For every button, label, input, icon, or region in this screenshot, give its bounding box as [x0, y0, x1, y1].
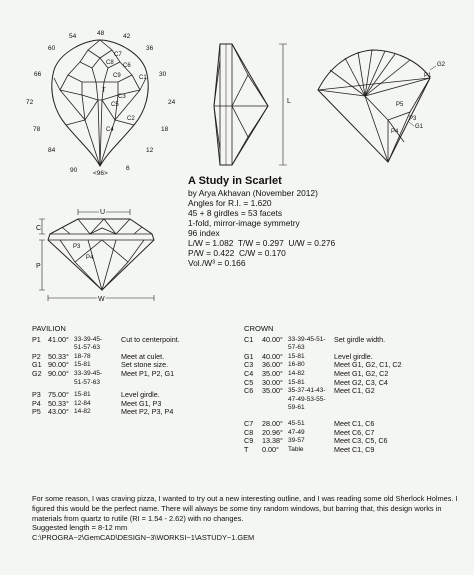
- facet-angle: 28.00°: [262, 418, 283, 428]
- spec-line: 45 + 8 girdles = 53 facets: [188, 208, 283, 218]
- facet-name: C8: [244, 427, 254, 437]
- facet-index: 15-81: [288, 352, 305, 360]
- facet-label: G1: [415, 124, 424, 130]
- facet-angle: 75.00°: [48, 390, 69, 400]
- crown-table: [244, 325, 454, 454]
- facet-angle: 0.00°: [262, 444, 279, 454]
- facet-index: 14-82: [74, 408, 91, 416]
- facet-label: C5: [111, 102, 119, 108]
- table-row: [244, 446, 454, 455]
- facet-index: Table: [288, 445, 304, 453]
- facet-instruction: Set stone size.: [121, 360, 169, 370]
- facet-label: C1: [139, 75, 147, 81]
- facet-instruction: Meet C1, C9: [334, 444, 375, 454]
- facet-label: P4: [86, 255, 94, 261]
- index-label: 72: [26, 99, 34, 106]
- file-path: C:\PROGRA~2\GemCAD\DESIGN~3\WORKSI~1\ASTUDY~1.GEM: [32, 533, 255, 543]
- suggested-length: Suggested length = 8-12 mm: [32, 523, 128, 533]
- facet-instruction: Meet P1, P2, G1: [121, 368, 175, 378]
- facet-instruction: Level girdle.: [121, 390, 160, 400]
- facet-label: C6: [123, 63, 131, 69]
- facet-label: G2: [437, 62, 446, 68]
- index-label: 30: [159, 71, 167, 78]
- facet-label: C3: [118, 94, 126, 100]
- facet-name: P1: [32, 334, 41, 344]
- facet-index: 15-81: [74, 361, 91, 369]
- spec-line: Vol./W³ = 0.166: [188, 258, 246, 268]
- facet-instruction: Level girdle.: [334, 351, 373, 361]
- index-label: 48: [97, 30, 105, 37]
- facet-label: P1: [424, 73, 432, 79]
- facet-angle: 30.00°: [262, 377, 283, 387]
- facet-name: P3: [32, 390, 41, 400]
- table-row: [244, 336, 454, 353]
- facet-index: 45-51: [288, 419, 305, 427]
- facet-name: C1: [244, 334, 254, 344]
- index-label: 12: [146, 147, 154, 154]
- facet-label: P3: [409, 116, 417, 122]
- table-row: [32, 336, 232, 353]
- facet-instruction: Meet C3, C5, C6: [334, 436, 388, 446]
- facet-name: T: [244, 444, 249, 454]
- facet-label: C4: [106, 127, 114, 133]
- facet-label: P3: [73, 244, 81, 250]
- facet-instruction: Meet G2, C3, C4: [334, 377, 388, 387]
- facet-index: 14-82: [288, 369, 305, 377]
- index-label: 42: [123, 33, 131, 40]
- facet-name: C5: [244, 377, 254, 387]
- index-label: 78: [33, 126, 41, 133]
- facet-label: C2: [127, 116, 135, 122]
- facet-name: G2: [32, 368, 42, 378]
- spec-line: P/W = 0.422 C/W = 0.170: [188, 248, 286, 258]
- table-row: [32, 370, 232, 387]
- facet-index: 33-39-45-51-57-63: [288, 335, 326, 352]
- index-caption: <96>: [93, 170, 108, 177]
- facet-angle: 41.00°: [48, 334, 69, 344]
- facet-index: 16-80: [288, 361, 305, 369]
- dimension-label: W: [98, 296, 105, 303]
- facet-label: T: [102, 88, 106, 94]
- facet-angle: 40.00°: [262, 351, 283, 361]
- facet-instruction: Meet C6, C7: [334, 427, 375, 437]
- spec-line: L/W = 1.082 T/W = 0.297 U/W = 0.276: [188, 238, 336, 248]
- facet-angle: 35.00°: [262, 386, 283, 396]
- facet-angle: 43.00°: [48, 407, 69, 417]
- facet-name: P4: [32, 398, 41, 408]
- index-label: 66: [34, 71, 42, 78]
- facet-instruction: Meet at culet.: [121, 351, 165, 361]
- pavilion-table: [32, 325, 232, 417]
- facet-angle: 90.00°: [48, 360, 69, 370]
- facet-angle: 35.00°: [262, 368, 283, 378]
- table-row: [244, 387, 454, 413]
- spec-line: 1-fold, mirror-image symmetry: [188, 218, 300, 228]
- facet-name: C9: [244, 436, 254, 446]
- spec-line: Angles for R.I. = 1.620: [188, 198, 272, 208]
- facet-index: 35-37-41-43-47-49-53-55-59-61: [288, 387, 326, 412]
- facet-index: 33-39-45-51-57-63: [74, 369, 103, 386]
- facet-index: 33-39-45-51-57-63: [74, 335, 103, 352]
- index-label: 60: [48, 45, 56, 52]
- facet-name: P2: [32, 351, 41, 361]
- facet-name: G1: [32, 360, 42, 370]
- facet-instruction: Meet C1, C6: [334, 418, 375, 428]
- index-label: 90: [70, 167, 78, 174]
- facet-index: 47-49: [288, 428, 305, 436]
- facet-label: P4: [391, 129, 399, 135]
- table-row: [32, 408, 232, 417]
- facet-name: G1: [244, 351, 254, 361]
- spec-line: 96 index: [188, 228, 220, 238]
- facet-index: 12-84: [74, 399, 91, 407]
- notes-paragraph: For some reason, I was craving pizza, I wanted to try out a new interesting outline, and I was reading some old Sherlock Holmes. I figured this would be the perfect name. There will always be some tiny random windows, but barring that, this design works in materials from quartz to rutile (RI = 1.54 - 2.62) with no changes.: [32, 494, 458, 523]
- index-label: 54: [69, 33, 77, 40]
- facet-angle: 50.33°: [48, 398, 69, 408]
- facet-index: 18-78: [74, 352, 91, 360]
- pavilion-heading: PAVILION: [32, 324, 66, 333]
- facet-index: 15-81: [288, 378, 305, 386]
- facet-name: C4: [244, 368, 254, 378]
- facet-index: 39-57: [288, 437, 305, 445]
- dimension-label: L: [287, 98, 291, 105]
- facet-angle: 40.00°: [262, 334, 283, 344]
- index-label: 18: [161, 126, 169, 133]
- facet-label: P5: [396, 102, 404, 108]
- crown-heading: CROWN: [244, 324, 274, 333]
- facet-angle: 90.00°: [48, 368, 69, 378]
- facet-name: C3: [244, 360, 254, 370]
- facet-instruction: Set girdle width.: [334, 334, 386, 344]
- design-title: A Study in Scarlet: [188, 175, 282, 187]
- index-label: 24: [168, 99, 176, 106]
- facet-instruction: Cut to centerpoint.: [121, 334, 180, 344]
- facet-index: 15-81: [74, 391, 91, 399]
- facet-angle: 36.00°: [262, 360, 283, 370]
- facet-name: P5: [32, 407, 41, 417]
- facet-instruction: Meet G1, G2, C2: [334, 368, 389, 378]
- dimension-label: U: [100, 209, 106, 216]
- facet-instruction: Meet G1, P3: [121, 398, 162, 408]
- facet-angle: 50.33°: [48, 351, 69, 361]
- author-line: by Arya Akhavan (November 2012): [188, 188, 318, 198]
- facet-instruction: Meet P2, P3, P4: [121, 407, 174, 417]
- design-info: [188, 175, 468, 268]
- facet-instruction: Meet G1, G2, C1, C2: [334, 360, 402, 370]
- facet-label: C8: [106, 60, 114, 66]
- dimension-label: P: [36, 263, 41, 270]
- facet-instruction: Meet C1, G2: [334, 386, 375, 396]
- facet-name: C7: [244, 418, 254, 428]
- facet-angle: 13.38°: [262, 436, 283, 446]
- dimension-label: C: [36, 225, 42, 232]
- facet-label: C7: [114, 52, 122, 58]
- index-label: 84: [48, 147, 56, 154]
- facet-angle: 20.96°: [262, 427, 283, 437]
- facet-name: C6: [244, 386, 254, 396]
- index-label: 6: [126, 165, 130, 172]
- design-notes: [32, 494, 462, 543]
- index-label: 36: [146, 45, 154, 52]
- facet-label: C9: [113, 73, 121, 79]
